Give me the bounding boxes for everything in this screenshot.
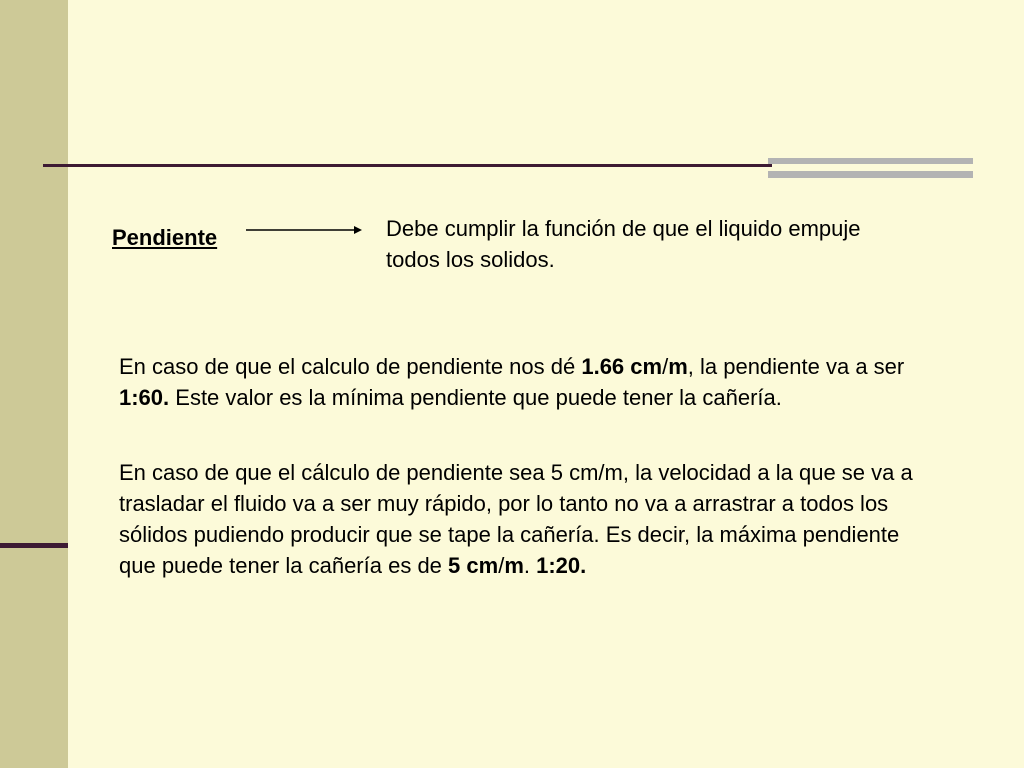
p2-value-m: m — [504, 553, 524, 578]
p1-slash: / — [662, 354, 669, 379]
accent-bar-top — [768, 158, 973, 164]
p2-ratio: 1:20. — [536, 553, 587, 578]
pendiente-definition: Debe cumplir la función de que el liquido empuje todos los solidos. — [386, 216, 861, 272]
pendiente-label: Pendiente — [112, 225, 218, 250]
p1-text-3: Este valor es la mínima pendiente que puede tener la cañería. — [169, 385, 782, 410]
title-divider-line — [43, 164, 772, 167]
p1-value-m: m — [668, 354, 688, 379]
p2-slash: / — [498, 553, 505, 578]
maximum-slope-paragraph — [119, 457, 934, 581]
minimum-slope-paragraph — [119, 351, 934, 413]
p1-text-2: , la pendiente va a ser — [687, 354, 905, 379]
p1-value-cm: 1.66 cm — [581, 354, 663, 379]
left-decorative-band — [0, 0, 68, 768]
title-divider-accent — [768, 158, 973, 178]
p2-text-1: En caso de que el cálculo de pendiente sea 5 cm/m, la velocidad a la que se va a trasladar el fluido va a ser muy rápido, por lo tanto no va a arrastrar a todos los sólidos pudiendo producir que se tape la cañería. Es decir, la máxima pendiente que puede tener la cañería es de — [119, 460, 913, 578]
accent-bar-bottom — [768, 171, 973, 178]
p1-text-1: En caso de que el calculo de pendiente nos dé — [119, 354, 582, 379]
right-arrow-icon — [246, 223, 362, 237]
left-band-rule — [0, 543, 68, 548]
p2-text-2: . — [523, 553, 537, 578]
p1-ratio: 1:60. — [119, 385, 170, 410]
p2-value-cm: 5 cm — [448, 553, 499, 578]
